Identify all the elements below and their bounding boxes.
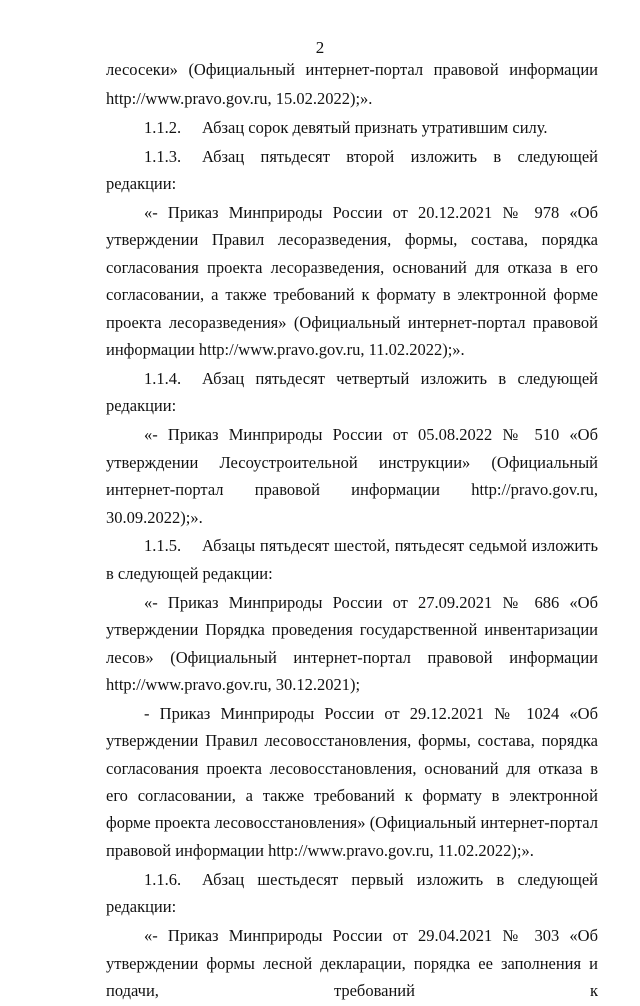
clause-number: 1.1.2.	[144, 117, 182, 137]
quoted-paragraph: «- Приказ Минприроды России от 05.08.2022 № 510 «Об утверждении Лесоустроительной инструкции» (Официальный интернет-портал правовой информации http://pravo.gov.ru, 30.09.2022);».	[106, 425, 598, 527]
quoted-paragraph: «- Приказ Минприроды России от 20.12.2021 № 978 «Об утверждении Правил лесоразведения, формы, состава, порядка согласования проекта лесоразведения, оснований для отказа в его согласовании, а также требований к формату в электронной форме проекта лесоразведения» (Официальный интернет-портал правовой информации http://www.pravo.gov.ru, 11.02.2022);».	[106, 203, 598, 360]
clause-number: 1.1.6.	[144, 869, 182, 889]
quoted-paragraph: - Приказ Минприроды России от 29.12.2021 № 1024 «Об утверждении Правил лесовосстановления, формы, состава, порядка согласования проекта лесовосстановления, оснований для отказа в его согласовании, а также требований к формату в электронной форме проекта лесовосстановления» (Официальный интернет-портал правовой информации http://www.pravo.gov.ru, 11.02.2022);».	[106, 703, 598, 860]
clause-paragraph	[106, 143, 598, 198]
clause-paragraph	[106, 866, 598, 921]
clause-text: Абзац шестьдесят первый изложить в следующей редакции:	[106, 869, 598, 917]
clause-text: Абзац сорок девятый признать утратившим силу.	[202, 117, 548, 137]
clause-text: Абзац пятьдесят второй изложить в следующей редакции:	[106, 146, 598, 194]
clause-paragraph	[106, 532, 598, 587]
clause-paragraph	[106, 365, 598, 420]
clause-paragraph	[106, 114, 598, 141]
clause-text: Абзацы пятьдесят шестой, пятьдесят седьмой изложить в следующей редакции:	[106, 536, 598, 583]
paragraph-continuation-line: лесосеки» (Официальный интернет-портал правовой информации	[106, 60, 598, 79]
quoted-paragraph: «- Приказ Минприроды России от 29.04.2021 № 303 «Об утверждении формы лесной декларации, порядка ее заполнения и подачи, требований к	[106, 926, 598, 1000]
page-number: 2	[315, 38, 325, 57]
clause-number: 1.1.5.	[144, 536, 182, 556]
clause-number: 1.1.4.	[144, 368, 182, 388]
clause-text: Абзац пятьдесят четвертый изложить в следующей редакции:	[106, 368, 598, 416]
document-body	[106, 56, 598, 1006]
quoted-paragraph: «- Приказ Минприроды России от 27.09.2021 № 686 «Об утверждении Порядка проведения государственной инвентаризации лесов» (Официальный интернет-портал правовой информации http://www.pravo.gov.ru, 30.12.2021);	[106, 592, 598, 694]
clause-number: 1.1.3.	[144, 146, 182, 166]
paragraph-continuation-line: http://www.pravo.gov.ru, 15.02.2022);».	[106, 88, 373, 108]
